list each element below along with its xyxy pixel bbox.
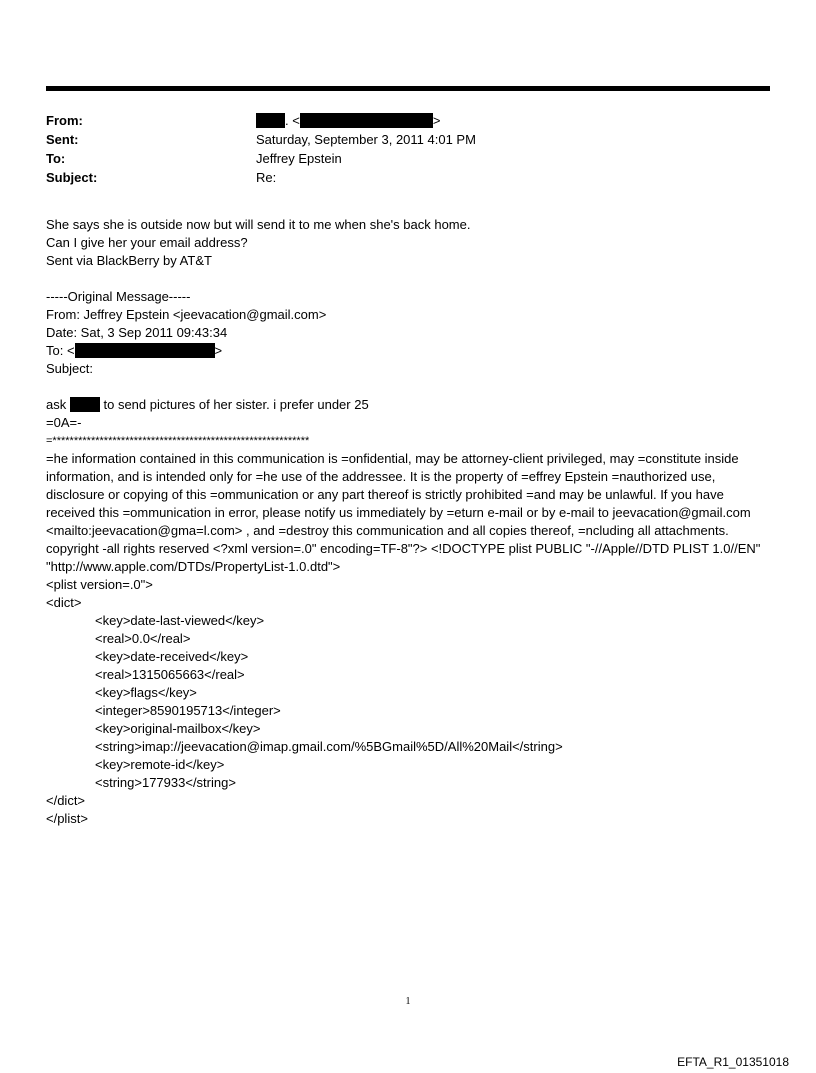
dict-close: </dict> [46,793,86,808]
plist-close: </plist> [46,811,88,826]
plist-open: <plist version=.0"> [46,577,153,592]
from-label: From: [46,113,83,128]
spacer [46,270,771,288]
to-row [46,149,476,168]
from-value [256,111,440,130]
to-suffix: > [214,343,223,358]
email-body [46,216,771,828]
disclaimer-text: =he information contained in this communication is =onfidential, may be attorney-client privileged, may =constitute inside information, and is intended only for =he use of the addressee. It is the property of =effrey Epstein =nauthorized use, disclosure or copying of this =ommunication or any part thereof is strictly prohibited =and may be unlawful. If you have received this =ommunication in error, please notify us immediately by =eturn e-mail or by e-mail to jeevacation@gmail.com <mailto:jeevacation@gma=l.com> , and =destroy this communication and all copies thereof, =ncluding all attachments. copyright -all rights reserved <?xml version=.0" encoding=TF-8"?> <!DOCTYPE plist PUBLIC "-//Apple//DTD PLIST 1.0//EN" "http://www.apple.com/DTDs/PropertyList-1.0.dtd"> [46,451,761,574]
original-from: From: Jeffrey Epstein <jeevacation@gmail.com> [46,307,327,322]
to-value: Jeffrey Epstein [256,151,342,166]
subject-value: Re: [256,170,277,185]
original-subject: Subject: [46,361,93,376]
encoded-line: =0A=- [46,415,82,430]
from-close: > [432,113,441,128]
original-divider: -----Original Message----- [46,289,191,304]
subject-label: Subject: [46,170,98,185]
ask-suffix: to send pictures of her sister. i prefer under 25 [103,397,369,412]
redaction-block [75,343,215,358]
ask-line [46,396,771,414]
document-id: EFTA_R1_01351018 [677,1055,789,1069]
dict-line: <real>0.0</real> [95,631,191,646]
redaction-block [70,397,100,412]
redaction-block [300,113,433,128]
to-label: To: [46,151,66,166]
header-rule [46,86,770,91]
from-separator: . < [285,113,300,128]
to-prefix: To: < [46,343,75,358]
original-date: Date: Sat, 3 Sep 2011 09:43:34 [46,325,228,340]
stars-line: =************************************************************ [46,435,310,447]
dict-line: <key>original-mailbox</key> [95,721,261,736]
original-to [46,342,771,360]
sent-row [46,130,476,149]
reply-line: Sent via BlackBerry by AT&T [46,253,212,268]
from-row [46,111,476,130]
ask-prefix: ask [46,397,67,412]
spacer [46,378,771,396]
dict-line: <real>1315065663</real> [95,667,245,682]
sent-value: Saturday, September 3, 2011 4:01 PM [256,132,476,147]
dict-line: <string>177933</string> [95,775,236,790]
reply-line: Can I give her your email address? [46,235,248,250]
dict-line: <key>flags</key> [95,685,197,700]
dict-line: <key>remote-id</key> [95,757,225,772]
dict-line: <string>imap://jeevacation@imap.gmail.com/%5BGmail%5D/All%20Mail</string> [95,739,563,754]
reply-line: She says she is outside now but will send it to me when she's back home. [46,217,471,232]
dict-open: <dict> [46,595,82,610]
subject-row [46,168,476,187]
sent-label: Sent: [46,132,79,147]
dict-line: <key>date-last-viewed</key> [95,613,265,628]
email-header [46,111,476,187]
dict-line: <integer>8590195713</integer> [95,703,281,718]
redaction-block [256,113,285,128]
page-number: 1 [405,996,411,1007]
dict-line: <key>date-received</key> [95,649,249,664]
